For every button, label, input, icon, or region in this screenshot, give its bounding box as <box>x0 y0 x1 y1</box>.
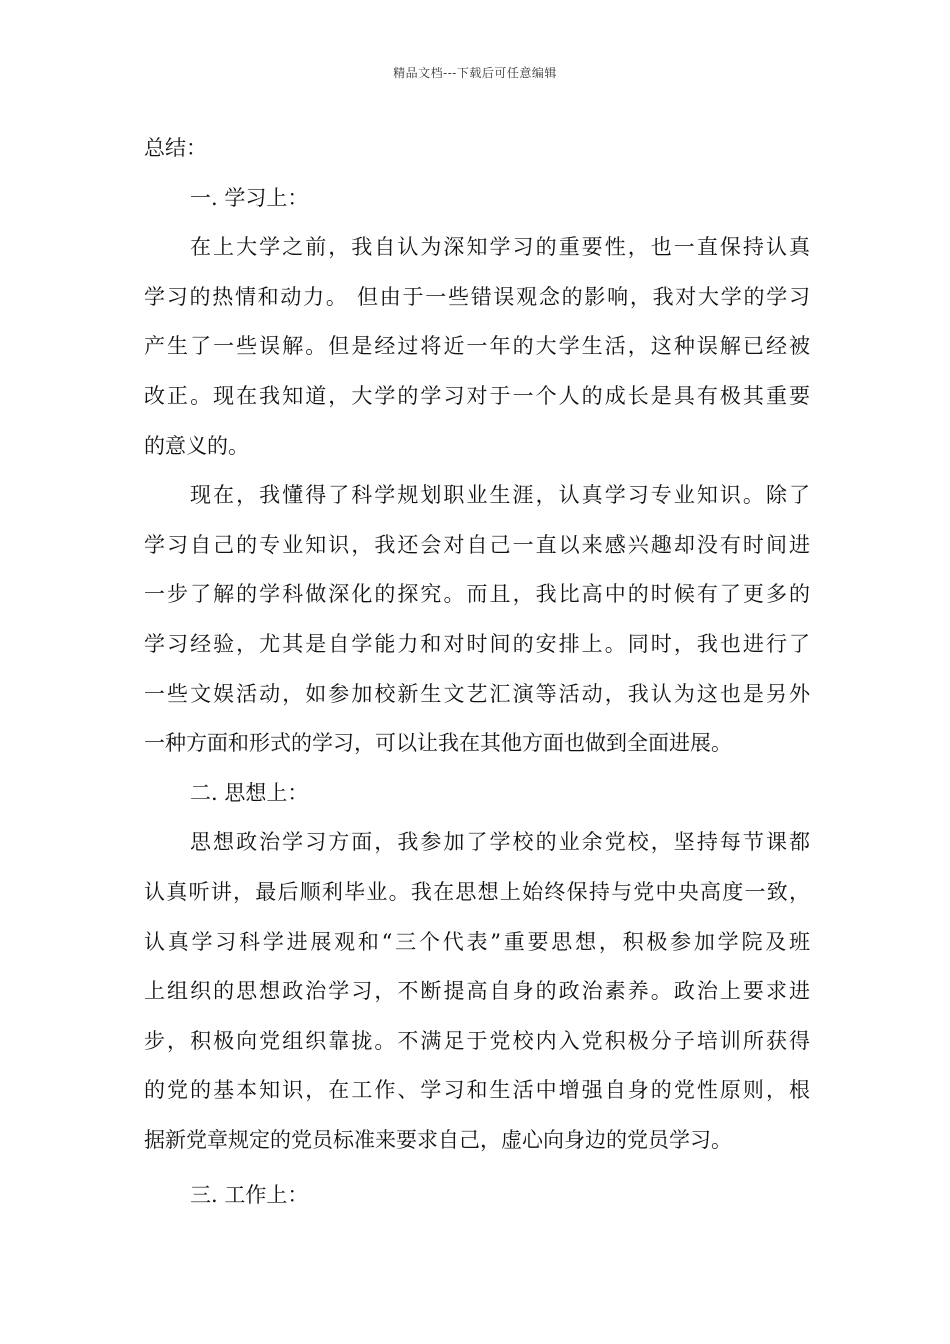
document-body <box>144 124 810 1221</box>
summary-title: 总结： <box>144 136 207 160</box>
paragraph-line: 的党的基本知识，在工作、学习和生活中增强自身的党性原则，根 <box>144 1078 810 1103</box>
paragraph-line: 据新党章规定的党员标准来要求自己，虚心向身边的党员学习。 <box>144 1127 732 1152</box>
paragraph-line: 学习的热情和动力。 但由于一些错误观念的影响，我对大学的学习 <box>144 284 810 309</box>
section-heading-work: 三. 工作上： <box>190 1183 309 1208</box>
paragraph-line: 一些文娱活动，如参加校新生文艺汇演等活动，我认为这也是另外 <box>144 681 810 706</box>
paragraph-line: 产生了一些误解。但是经过将近一年的大学生活，这种误解已经被 <box>144 334 810 359</box>
section-heading-thought: 二. 思想上： <box>190 780 309 805</box>
paragraph-line: 思想政治学习方面，我参加了学校的业余党校，坚持每节课都 <box>190 830 810 855</box>
paragraph-line: 一种方面和形式的学习，可以让我在其他方面也做到全面进展。 <box>144 731 732 756</box>
paragraph-line: 上组织的思想政治学习，不断提高自身的政治素养。政治上要求进 <box>144 979 810 1004</box>
paragraph-line: 认真学习科学进展观和“三个代表”重要思想，积极参加学院及班 <box>144 929 810 954</box>
paragraph-line: 学习经验，尤其是自学能力和对时间的安排上。同时，我也进行了 <box>144 631 810 656</box>
section-heading-study: 一. 学习上： <box>190 185 309 210</box>
paragraph-line: 一步了解的学科做深化的探究。而且，我比高中的时候有了更多的 <box>144 582 810 607</box>
paragraph-line: 步，积极向党组织靠拢。不满足于党校内入党积极分子培训所获得 <box>144 1028 810 1053</box>
paragraph-line: 现在，我懂得了科学规划职业生涯，认真学习专业知识。除了 <box>190 483 810 508</box>
paragraph-line: 在上大学之前，我自认为深知学习的重要性，也一直保持认真 <box>190 235 810 260</box>
paragraph-line: 的意义的。 <box>144 433 249 458</box>
page-header: 精品文档---下载后可任意编辑 <box>393 66 557 80</box>
paragraph-line: 改正。现在我知道，大学的学习对于一个人的成长是具有极其重要 <box>144 383 810 408</box>
paragraph-line: 认真听讲，最后顺利毕业。我在思想上始终保持与党中央高度一致， <box>144 879 810 904</box>
paragraph-line: 学习自己的专业知识，我还会对自己一直以来感兴趣却没有时间进 <box>144 532 810 557</box>
